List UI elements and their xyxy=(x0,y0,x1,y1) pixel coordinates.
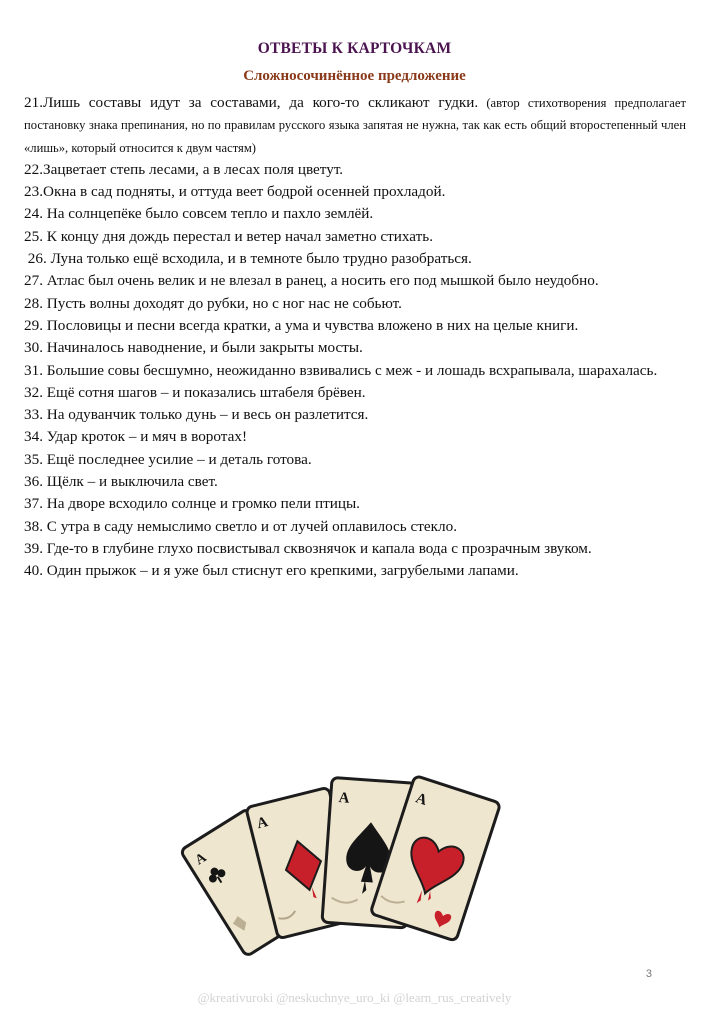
list-item: 36. Щёлк – и выключила свет. xyxy=(24,473,218,491)
section-subtitle: Сложносочинённое предложение xyxy=(243,68,466,84)
answers-list xyxy=(24,92,686,583)
list-item: 34. Удар кроток – и мяч в воротах! xyxy=(24,428,248,446)
list-item: 26. Луна только ещё всходила, и в темноте было трудно разобраться. xyxy=(24,250,472,268)
list-item: 24. На солнцепёке было совсем тепло и пахло землёй. xyxy=(24,205,374,223)
item-note: (автор стихотворения предполагает постановку знака препинания, но по правилам русского языка запятая не нужна, так как есть общий второстепенный член «лишь», который относится к двум частям) xyxy=(24,96,686,155)
list-item: 38. С утра в саду немыслимо светло и от лучей оплавилось стекло. xyxy=(24,517,457,535)
list-item: 29. Пословицы и песни всегда кратки, а ума и чувства вложено в них на целые книги. xyxy=(24,316,579,334)
item-text: 21.Лишь составы идут за составами, да кого-то скликают гудки. xyxy=(24,94,479,111)
page-title: ОТВЕТЫ К КАРТОЧКАМ xyxy=(257,40,452,57)
footer-watermark: @kreativuroki @neskuchnye_uro_ki @learn_rus_creatively xyxy=(197,990,512,1005)
list-item: 33. На одуванчик только дунь – и весь он разлетится. xyxy=(24,406,369,424)
list-item: 39. Где-то в глубине глухо посвистывал сквознячок и капала вода с прозрачным звуком. xyxy=(24,539,592,557)
list-item: 31. Большие совы бесшумно, неожиданно взвивались с меж - и лошадь всхрапывала, шарахалась. xyxy=(24,361,658,379)
list-item: 25. К концу дня дождь перестал и ветер начал заметно стихать. xyxy=(24,227,433,245)
list-item xyxy=(24,92,686,159)
list-item: 27. Атлас был очень велик и не влезал в ранец, а носить его под мышкой было неудобно. xyxy=(24,272,599,290)
list-item: 37. На дворе всходило солнце и громко пели птицы. xyxy=(24,495,360,513)
cards-illustration xyxy=(192,760,505,960)
list-item: 32. Ещё сотня шагов – и показались штабеля брёвен. xyxy=(24,383,366,401)
list-item: 23.Окна в сад подняты, и оттуда веет бодрой осенней прохладой. xyxy=(24,183,446,201)
card-letter: A xyxy=(255,814,270,833)
card-letter: A xyxy=(338,789,351,807)
page-number: 3 xyxy=(645,968,652,980)
card-letter: A xyxy=(192,850,210,869)
list-item: 30. Начиналось наводнение, и были закрыты мосты. xyxy=(24,339,363,357)
list-item: 28. Пусть волны доходят до рубки, но с ног нас не собьют. xyxy=(24,294,402,312)
list-item: 35. Ещё последнее усилие – и деталь готова. xyxy=(24,450,312,468)
card-letter: A xyxy=(413,790,429,809)
four-aces-cards-icon xyxy=(192,760,505,960)
list-item: 40. Один прыжок – и я уже был стиснут его крепкими, загрубелыми лапами. xyxy=(24,562,519,580)
list-item: 22.Зацветает степь лесами, а в лесах поля цветут. xyxy=(24,160,344,178)
